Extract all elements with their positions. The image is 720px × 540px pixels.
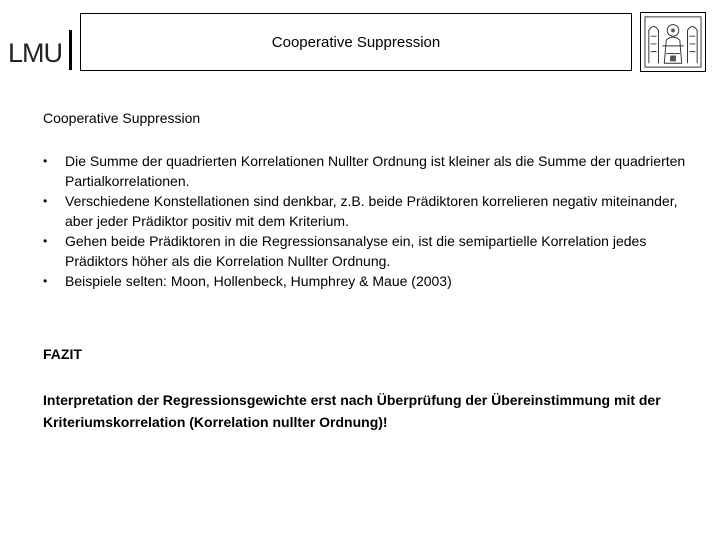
- bullet-dot: •: [43, 234, 48, 248]
- seal-graphic: [641, 13, 705, 71]
- bullet-text: Beispiele selten: Moon, Hollenbeck, Humphrey & Maue (2003): [65, 273, 452, 289]
- slide-title: Cooperative Suppression: [271, 33, 441, 51]
- list-item: [43, 191, 703, 231]
- bullet-text: Gehen beide Prädiktoren in die Regressionsanalyse ein, ist die semipartielle Korrelation jedes Prädiktors höher als die Korrelation Nullter Ordnung.: [65, 233, 647, 269]
- bullet-text: Verschiedene Konstellationen sind denkbar, z.B. beide Prädiktoren korrelieren negativ miteinander, aber jeder Prädiktor positiv mit dem Kriterium.: [65, 193, 678, 229]
- list-item: [43, 231, 703, 271]
- bullet-dot: •: [43, 154, 48, 168]
- bullet-dot: •: [43, 194, 48, 208]
- university-seal-icon: [640, 12, 706, 72]
- bullet-list: [43, 151, 703, 291]
- slide-title-box: [80, 13, 632, 71]
- fazit-text: Interpretation der Regressionsgewichte erst nach Überprüfung der Übereinstimmung mit der Kriteriumskorrelation (Korrelation nullter Ordnung)!: [43, 392, 661, 430]
- list-item: [43, 151, 703, 191]
- list-item: [43, 271, 703, 291]
- lmu-logo: [6, 30, 72, 70]
- fazit-heading: FAZIT: [43, 346, 82, 362]
- logo-bar: [69, 30, 72, 70]
- bullet-text: Die Summe der quadrierten Korrelationen Nullter Ordnung ist kleiner als die Summe der quadrierten Partialkorrelationen.: [65, 153, 686, 189]
- bullet-dot: •: [43, 274, 48, 288]
- section-subtitle: Cooperative Suppression: [43, 110, 201, 126]
- lmu-logo-text: LMU: [8, 38, 63, 68]
